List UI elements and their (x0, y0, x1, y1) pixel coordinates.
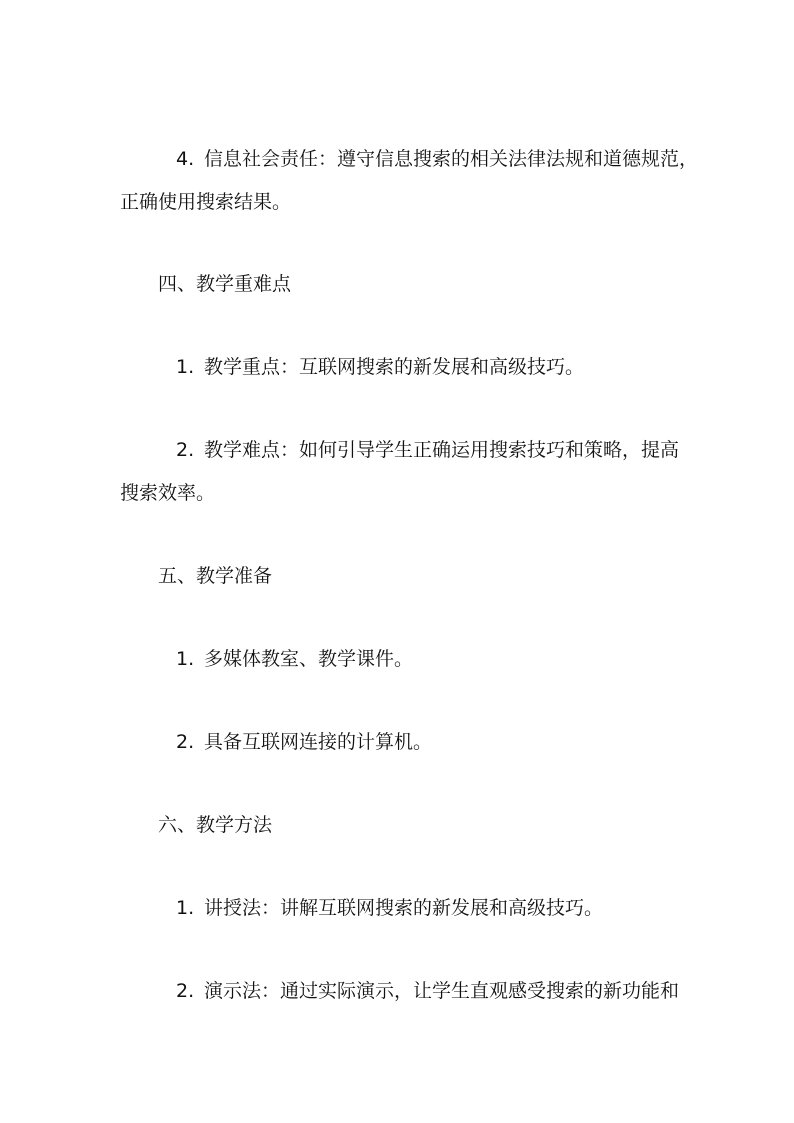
list-text: 信息社会责任：遵守信息搜索的相关法律法规和道德规范， (204, 148, 699, 170)
list-text: 演示法：通过实际演示，让学生直观感受搜索的新功能和 (204, 980, 680, 1002)
list-text: 具备互联网连接的计算机。 (204, 731, 433, 753)
list-text: 讲授法：讲解互联网搜索的新发展和高级技巧。 (204, 897, 604, 919)
list-item-1 (176, 355, 584, 379)
list-text: 教学重点：互联网搜索的新发展和高级技巧。 (204, 356, 585, 378)
list-item-4-line2 (120, 190, 291, 214)
list-number: 1. (176, 897, 195, 919)
section-heading-4: 四、教学重难点 (158, 273, 292, 295)
section-heading-6: 六、教学方法 (158, 814, 273, 836)
list-text: 搜索效率。 (120, 482, 216, 504)
list-item-2 (176, 979, 679, 1003)
list-item-4-line1 (176, 147, 698, 171)
list-item-2-line1 (176, 438, 679, 462)
list-number: 2. (176, 980, 195, 1002)
list-item-1 (176, 647, 413, 671)
list-text: 正确使用搜索结果。 (120, 191, 292, 213)
list-text: 多媒体教室、教学课件。 (204, 648, 414, 670)
list-number: 1. (176, 356, 195, 378)
list-number: 1. (176, 648, 195, 670)
list-item-2-line2 (120, 481, 215, 505)
list-item-2 (176, 730, 432, 754)
list-number: 2. (176, 439, 195, 461)
section-heading-5: 五、教学准备 (158, 565, 273, 587)
list-number: 2. (176, 731, 195, 753)
list-text: 教学难点：如何引导学生正确运用搜索技巧和策略，提高 (204, 439, 680, 461)
list-item-1 (176, 896, 603, 920)
list-number: 4. (176, 148, 195, 170)
